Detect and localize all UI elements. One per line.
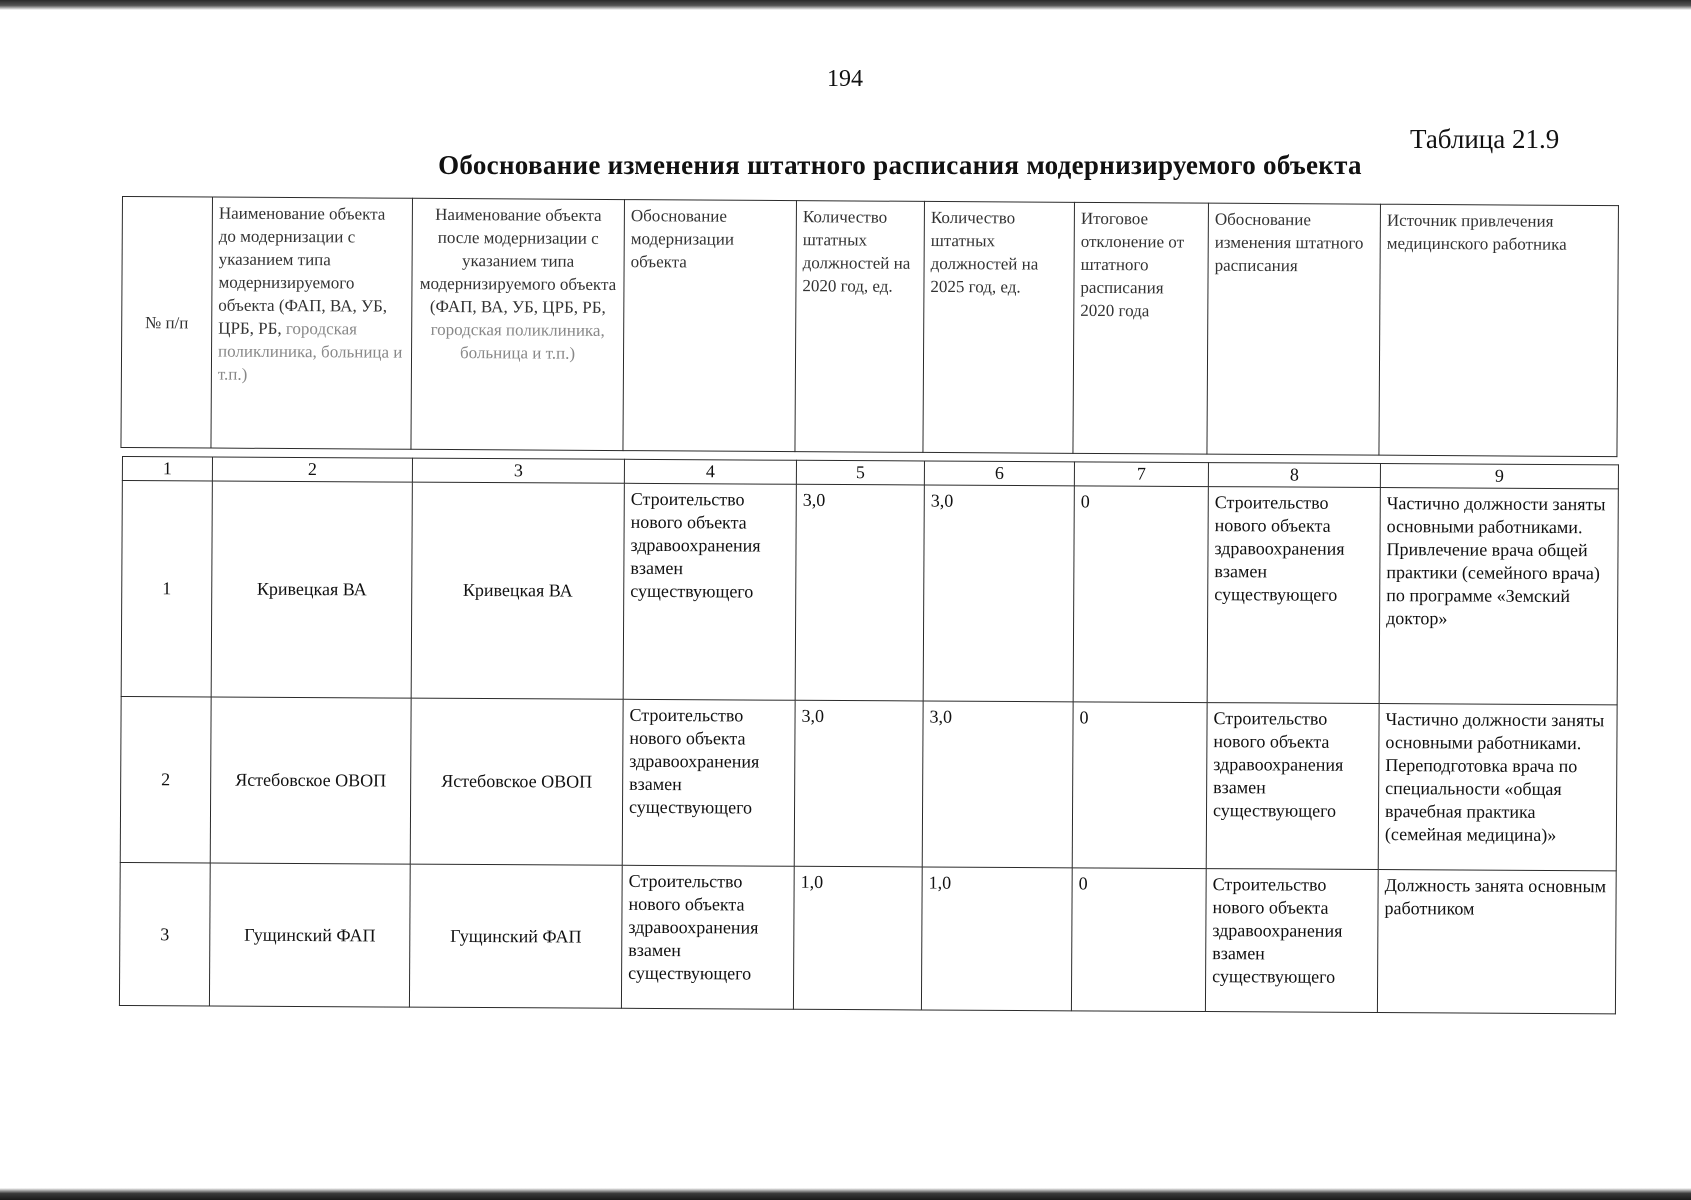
- object-before: Кривецкая ВА: [211, 481, 412, 698]
- column-number: 1: [122, 457, 212, 482]
- staff-source: Частично должности заняты основными работниками. Переподготовка врача по специальности «общая врачебная практика (семейная медицина)»: [1378, 704, 1617, 871]
- staff-source: Частично должности заняты основными работниками. Привлечение врача общей практики (семейного врача) по программе «Земский доктор»: [1379, 488, 1618, 705]
- column-number: 5: [796, 460, 924, 485]
- row-number: 1: [121, 481, 212, 697]
- column-number: 4: [624, 459, 796, 484]
- column-number: 9: [1380, 464, 1618, 489]
- column-number: 2: [212, 457, 412, 482]
- table-row: [119, 862, 1616, 1013]
- data-table: [119, 456, 1619, 1014]
- row-number: 3: [119, 862, 210, 1006]
- modernization-justification: Строительство нового объекта здравоохранения взамен существующего: [623, 483, 796, 700]
- object-after: Кривецкая ВА: [411, 482, 624, 699]
- table-row: [121, 481, 1618, 705]
- positions-2025: 1,0: [921, 867, 1072, 1011]
- modernization-justification: Строительство нового объекта здравоохранения взамен существующего: [621, 865, 794, 1009]
- positions-2025: 3,0: [923, 485, 1074, 702]
- change-reason: Строительство нового объекта здравоохранения взамен существующего: [1206, 703, 1379, 870]
- deviation: 0: [1072, 702, 1207, 869]
- header-number: № п/п: [121, 197, 213, 449]
- table-row: [120, 696, 1617, 870]
- staff-source: Должность занята основным работником: [1377, 870, 1616, 1014]
- header-object-before-text: Наименование объекта до модернизации с указанием типа модернизируемого объекта (ФАП, ВА, УБ, ЦРБ, РБ,: [218, 203, 388, 338]
- header-source: Источник привлечения медицинского работника: [1379, 204, 1619, 456]
- positions-2020: 1,0: [793, 866, 922, 1010]
- column-number: 3: [412, 458, 624, 483]
- positions-2020: 3,0: [794, 700, 923, 867]
- header-deviation: Итоговое отклонение от штатного расписания 2020 года: [1073, 202, 1209, 454]
- header-row: [121, 197, 1619, 457]
- deviation: 0: [1071, 868, 1206, 1012]
- change-reason: Строительство нового объекта здравоохранения взамен существующего: [1205, 869, 1378, 1013]
- object-after: Гущинский ФАП: [409, 864, 622, 1008]
- scan-bottom-edge: [0, 1188, 1691, 1200]
- scan-top-edge: [0, 0, 1691, 10]
- header-object-before: [211, 197, 413, 449]
- table-caption: Таблица 21.9: [1410, 124, 1560, 154]
- row-number: 2: [120, 696, 211, 863]
- deviation: 0: [1073, 486, 1208, 703]
- page-number: 194: [827, 66, 863, 92]
- object-before: Гущинский ФАП: [209, 863, 410, 1007]
- modernization-justification: Строительство нового объекта здравоохранения взамен существующего: [622, 699, 795, 866]
- header-object-before-faint-text: городская поликлиника, больница и т.п.): [217, 319, 403, 384]
- header-positions-2025: Количество штатных должностей на 2025 год, ед.: [923, 201, 1075, 453]
- header-object-after: [411, 198, 625, 450]
- header-change-reason: Обоснование изменения штатного расписания: [1207, 203, 1381, 455]
- header-object-after-text: Наименование объекта после модернизации с указанием типа модернизируемого объекта (ФАП, ВА, УБ, ЦРБ, РБ,: [419, 204, 617, 317]
- column-number: 8: [1208, 463, 1380, 488]
- header-positions-2020: Количество штатных должностей на 2020 год, ед.: [795, 201, 925, 453]
- page-title: Обоснование изменения штатного расписания модернизируемого объекта: [438, 150, 1362, 180]
- change-reason: Строительство нового объекта здравоохранения взамен существующего: [1207, 487, 1380, 704]
- object-before: Ястебовское ОВОП: [210, 697, 411, 864]
- header-justification: Обоснование модернизации объекта: [623, 200, 797, 452]
- table-header: [120, 196, 1619, 457]
- positions-2020: 3,0: [795, 484, 924, 701]
- object-after: Ястебовское ОВОП: [410, 698, 623, 865]
- header-object-after-faint-text: городская поликлиника, больница и т.п.): [430, 319, 605, 363]
- column-number: 6: [924, 461, 1074, 486]
- column-number: 7: [1074, 462, 1208, 487]
- positions-2025: 3,0: [922, 701, 1073, 868]
